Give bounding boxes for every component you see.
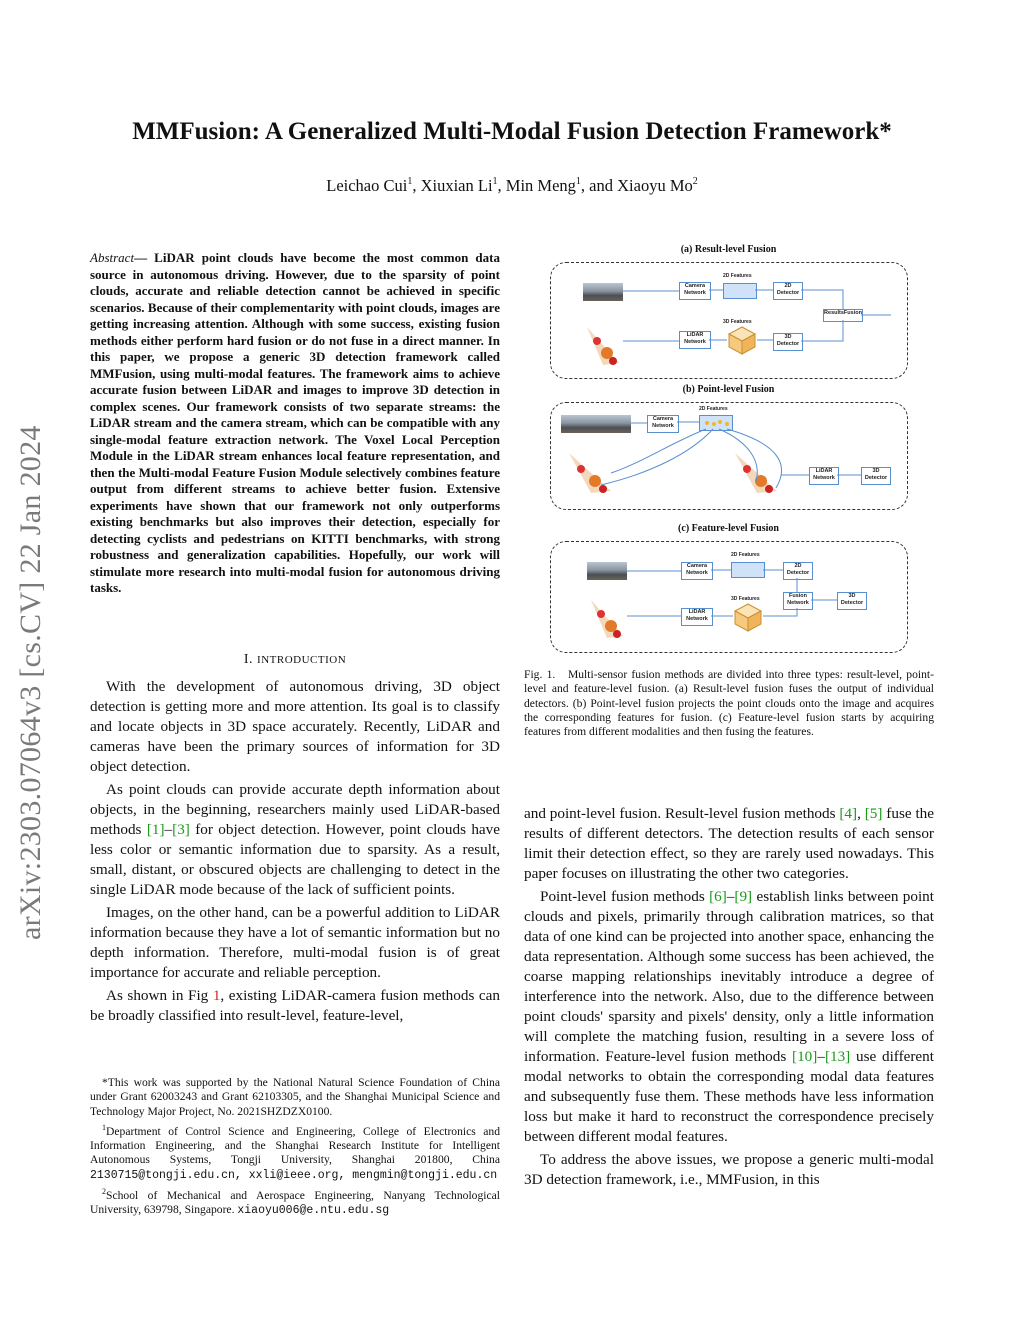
detector-2d-box: 2D Detector	[783, 562, 813, 580]
panel-a-arrows	[551, 263, 907, 378]
camera-network-box: Camera Network	[679, 282, 711, 300]
panel-b-arrows	[551, 403, 907, 509]
features-3d-label: 3D Features	[723, 319, 752, 325]
features-3d-label: 3D Features	[731, 596, 760, 602]
paragraph: As shown in Fig 1, existing LiDAR-camera fusion methods can be broadly classified into result-level, feature-level,	[90, 987, 500, 1024]
author-name: Leichao Cui	[326, 176, 408, 195]
paragraph: Images, on the other hand, can be a powerful addition to LiDAR information because they have a lot of semantic information but no depth information. Therefore, multi-modal fusion is of great importance for accurate and reliable perception.	[90, 904, 500, 981]
citation-link[interactable]: [5]	[864, 805, 883, 822]
lidar-network-box: LiDAR Network	[681, 608, 713, 626]
section-heading: I. INTRODUCTION	[243, 652, 347, 667]
panel-b	[550, 402, 908, 510]
paragraph: As point clouds can provide accurate depth information about objects, in the beginning, researchers mainly used LiDAR-based methods [1]–[3] for object detection. However, point clouds have less color or semantic information due to sparsity. As a result, small, distant, or obscured objects are challenging to detect in the single LiDAR mode because of the lack of sufficient points.	[90, 781, 501, 898]
panel-a	[550, 262, 908, 379]
author-list: Leichao Cui$^1$, Xiuxian Li$^1$, Min Meng$^1$, and Xiaoyu Mo$^2$	[326, 176, 698, 195]
paragraph: With the development of autonomous driving, 3D object detection is getting more and more attention. Its goal is to classify and locate objects in 3D space accurately. Recently, LiDAR and cameras have been the primary sources of information for 3D object detection.	[90, 678, 500, 775]
paragraph: To address the above issues, we propose a generic multi-modal 3D detection framework, i.e., MMFusion, in this	[524, 1151, 934, 1188]
footnote-affiliation-1: $^1$Department of Control Science and Engineering, College of Electronics and Information Engineering, and the Shanghai Research Institute for Intelligent Autonomous Systems, Tongji University, Shanghai 201800, China 2130715@tongji.edu.cn, xxli@ieee.org, mengmin@tongji.edu.cn	[90, 1122, 500, 1182]
author-name: Min Meng	[505, 176, 576, 195]
email: xiaoyu006@e.ntu.edu.sg	[237, 1204, 390, 1218]
intro-right-column	[524, 804, 934, 1190]
lidar-network-box: LiDAR Network	[679, 331, 711, 349]
author-name: Xiuxian Li	[420, 176, 493, 195]
lidar-network-box: LiDAR Network	[809, 467, 839, 485]
abstract-body: — LiDAR point clouds have become the most common data source in autonomous driving. However, due to the sparsity of point clouds, accurate and reliable detection cannot be achieved in specific scenarios. Because of their complementarity with point clouds, images are getting increasing attention. Although with some success, existing fusion methods either perform hard fusion or do not fuse in a direct manner. In this paper, we propose a generic 3D detection framework called MMFusion, using multi-modal features. The framework aims to achieve accurate fusion between LiDAR and images to improve 3D detection in complex scenes. Our framework consists of two separate streams: the LiDAR stream and the camera stream, which can be compatible with any single-modal feature extraction network. The Voxel Local Perception Module in the LiDAR stream enhances local feature representation, and then the Multi-modal Feature Fusion Module selectively combines feature output from different streams to achieve better fusion. Extensive experiments have shown that our framework not only outperforms existing benchmarks but also improves their detection, especially for detecting cyclists and pedestrians on KITTI benchmarks, with strong robustness and generalization capabilities. Hopefully, our work will stimulate more research into multi-modal fusion for autonomous driving tasks.	[90, 250, 500, 595]
citation-link[interactable]: [4]	[839, 805, 858, 822]
intro-left-column	[90, 677, 500, 1026]
panel-c-arrows	[551, 542, 907, 652]
citation-link[interactable]: [1]	[146, 821, 165, 838]
features-2d-label: 2D Features	[699, 406, 728, 412]
citation-link[interactable]: [3]	[172, 821, 190, 838]
caption-label: Fig. 1.	[524, 668, 556, 681]
panel-c-title: (c) Feature-level Fusion	[678, 523, 779, 534]
caption-text: Multi-sensor fusion methods are divided into three types: result-level, point-level and feature-level fusion. (a) Result-level fusion fuses the output of individual detectors. (b) Point-level fusion projects the point clouds onto the image and acquires the corresponding features for fusion. (c) Feature-level fusion starts by acquiring features from different modalities and then fusing the features.	[524, 668, 934, 739]
results-fusion-box: ResultsFusion	[823, 309, 863, 322]
panel-a-title: (a) Result-level Fusion	[680, 244, 777, 255]
footnote-funding: *This work was supported by the National Natural Science Foundation of China under Grant 62003243 and Grant 62103305, and the Shanghai Municipal Science and Technology Major Project, No. 2021SHZDZX0100.	[90, 1076, 500, 1118]
figure-caption	[524, 668, 934, 739]
fusion-network-box: Fusion Network	[783, 592, 813, 610]
footnotes	[90, 1076, 500, 1218]
citation-link[interactable]: [6]	[709, 888, 727, 905]
paper-title: MMFusion: A Generalized Multi-Modal Fusion Detection Framework*	[132, 118, 892, 145]
features-2d-label: 2D Features	[723, 273, 752, 279]
camera-network-box: Camera Network	[681, 562, 713, 580]
figure-link[interactable]: 1	[212, 987, 221, 1004]
footnote-affiliation-2: $^2$School of Mechanical and Aerospace Engineering, Nanyang Technological University, 639798, Singapore. xiaoyu006@e.ntu.edu.sg	[90, 1186, 500, 1218]
panel-c	[550, 541, 908, 653]
abstract-label: Abstract	[90, 250, 135, 265]
detector-2d-box: 2D Detector	[773, 282, 803, 300]
citation-link[interactable]: [9]	[734, 888, 753, 905]
arxiv-identifier: arXiv:2303.07064v3 [cs.CV] 22 Jan 2024	[14, 425, 47, 940]
citation-link[interactable]: [13]	[824, 1048, 851, 1065]
camera-network-box: Camera Network	[647, 415, 679, 433]
citation-link[interactable]: [10]	[792, 1048, 818, 1065]
detector-3d-box: 3D Detector	[861, 467, 891, 485]
paragraph: Point-level fusion methods [6]–[9] establish links between point clouds and pixels, primarily through calibration matrices, so that data of one kind can be projected into another space, enhancing the data representation. Although some success has been achieved, the coarse mapping relationships inevitably introduce a degree of interference into the network. Also, due to the difference between point clouds' sparsity and pixels' density, only a little information will complete the matching fusion, resulting in a severe loss of information. Feature-level fusion methods [10]–[13] use different modal networks to obtain the corresponding modal data features and subsequently fuse them. These methods have less information loss but make it hard to reconstruct the correspondence precisely between different modal features.	[524, 888, 934, 1145]
paragraph: and point-level fusion. Result-level fusion methods [4], [5] fuse the results of different detectors. The detection results of each sensor limit their detection effect, so they are rarely used nowadays. This paper focuses on illustrating the other two categories.	[524, 805, 934, 882]
panel-b-title: (b) Point-level Fusion	[682, 384, 775, 395]
features-2d-label: 2D Features	[731, 552, 760, 558]
detector-3d-box: 3D Detector	[773, 333, 803, 351]
author-name: Xiaoyu Mo	[617, 176, 693, 195]
section-title: INTRODUCTION	[257, 654, 347, 666]
detector-3d-box: 3D Detector	[837, 592, 867, 610]
email-list: 2130715@tongji.edu.cn, xxli@ieee.org, mengmin@tongji.edu.cn	[90, 1168, 498, 1182]
abstract	[90, 250, 500, 597]
